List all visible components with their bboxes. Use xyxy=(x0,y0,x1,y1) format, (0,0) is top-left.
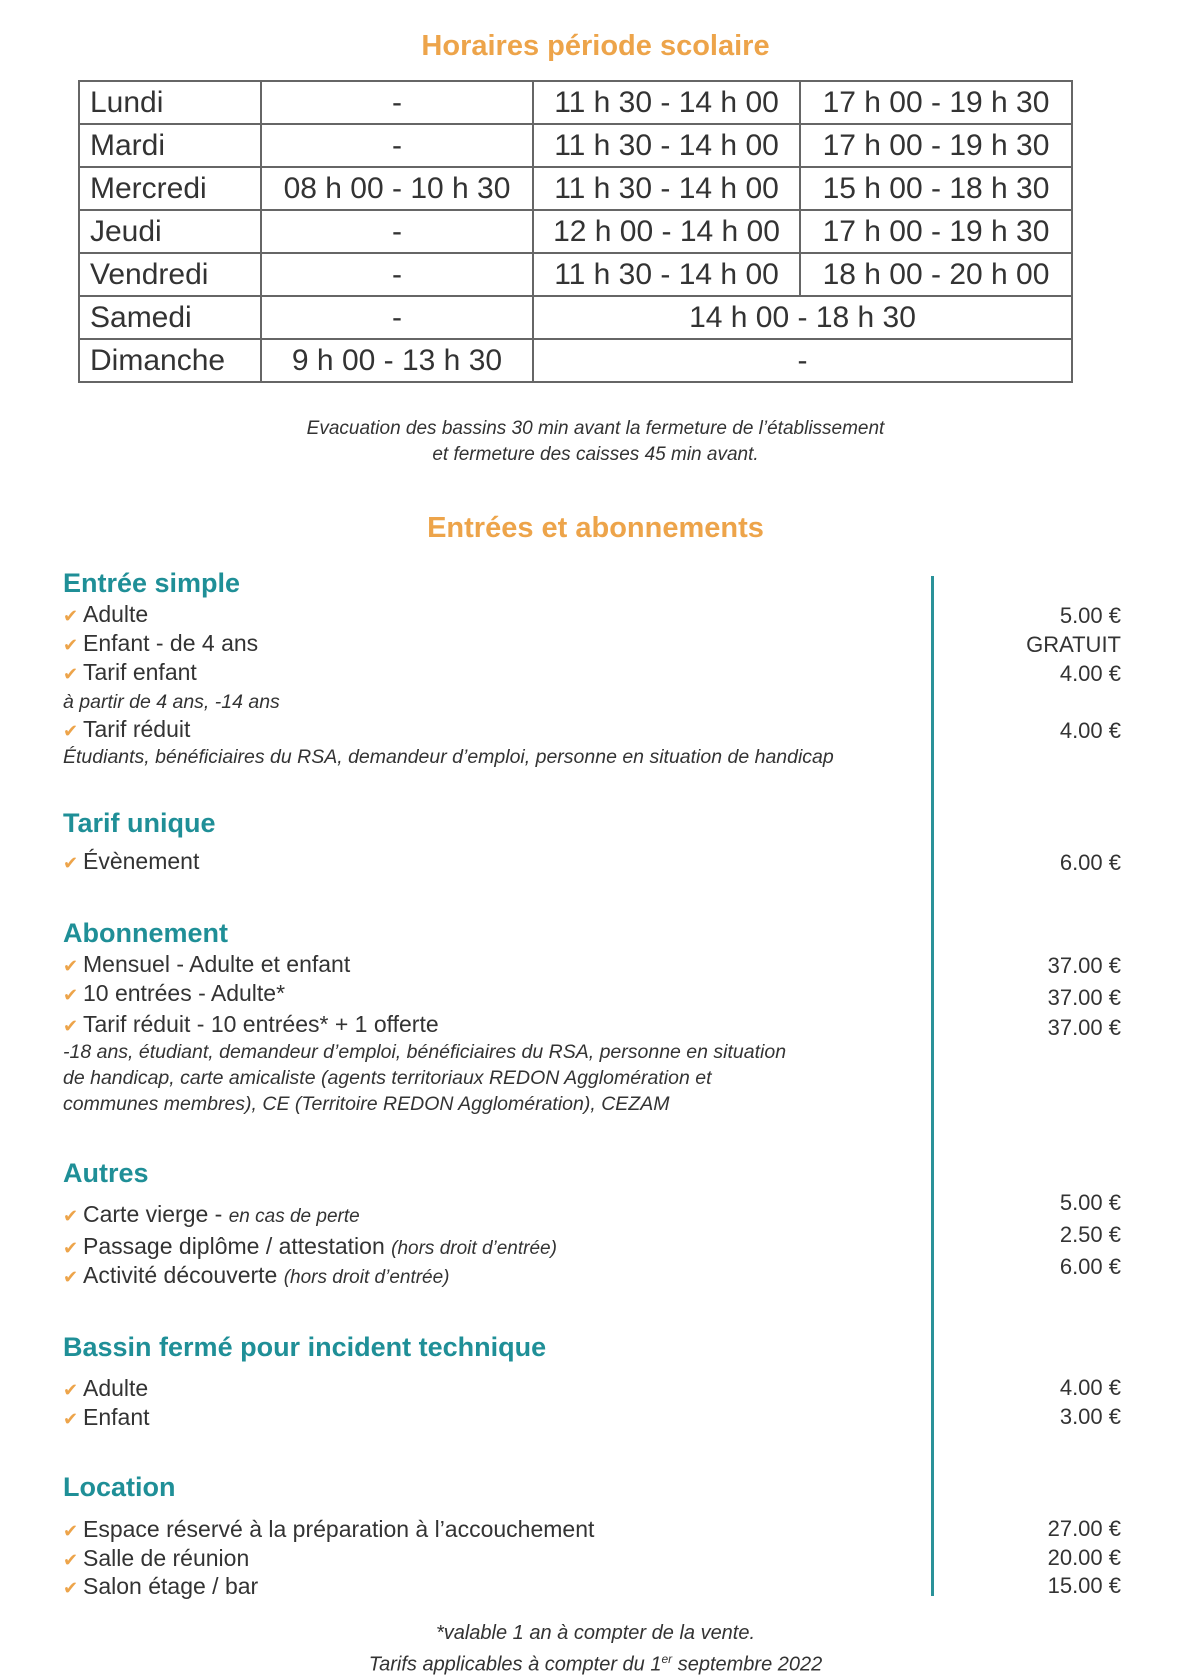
check-icon: ✔ xyxy=(63,1409,79,1429)
item-price: GRATUIT xyxy=(1026,632,1121,657)
item-price: 4.00 € xyxy=(1059,1375,1121,1400)
item-price: 37.00 € xyxy=(1047,1015,1121,1040)
item-label: Carte vierge - xyxy=(83,1201,229,1227)
ordinal-suffix: er xyxy=(661,1652,673,1666)
item-price: 5.00 € xyxy=(1059,1190,1121,1215)
item-label: Activité découverte xyxy=(83,1262,284,1288)
evacuation-note-line: et fermeture des caisses 45 min avant. xyxy=(432,444,759,465)
item-price: 6.00 € xyxy=(1059,1254,1121,1279)
effective-date-suffix: septembre 2022 xyxy=(672,1653,823,1676)
item-label: 10 entrées - Adulte* xyxy=(83,980,286,1006)
check-icon: ✔ xyxy=(63,1206,79,1226)
item-price: 2.50 € xyxy=(1059,1222,1121,1247)
morning-slot: 08 h 00 - 10 h 30 xyxy=(261,167,533,210)
item-label: Passage diplôme / attestation xyxy=(83,1233,392,1259)
item-note-line: de handicap, carte amicaliste (agents territoriaux REDON Agglomération et xyxy=(63,1067,712,1089)
item-price: 27.00 € xyxy=(1047,1516,1121,1541)
schedule-table xyxy=(78,80,1073,383)
table-row xyxy=(79,81,1072,124)
item-label: Adulte xyxy=(83,601,149,627)
day-cell: Mardi xyxy=(79,124,261,167)
item-price: 6.00 € xyxy=(1059,850,1121,875)
check-icon: ✔ xyxy=(63,1550,79,1570)
item-price: 37.00 € xyxy=(1047,985,1121,1010)
item-note-line: communes membres), CE (Territoire REDON Agglomération), CEZAM xyxy=(63,1093,670,1115)
section-title-abonnement: Abonnement xyxy=(63,918,228,948)
table-row xyxy=(79,210,1072,253)
check-icon: ✔ xyxy=(63,1521,79,1541)
evening-slot: 17 h 00 - 19 h 30 xyxy=(800,81,1072,124)
morning-slot: - xyxy=(261,296,533,339)
item-price: 20.00 € xyxy=(1047,1545,1121,1570)
item-label: Espace réservé à la préparation à l’accouchement xyxy=(83,1516,595,1542)
price-item xyxy=(63,1233,557,1260)
item-qualifier: (hors droit d’entrée) xyxy=(283,1267,450,1288)
section-title-location: Location xyxy=(63,1472,176,1502)
check-icon: ✔ xyxy=(63,1380,79,1400)
day-cell: Lundi xyxy=(79,81,261,124)
morning-slot: - xyxy=(261,81,533,124)
price-item xyxy=(63,1516,594,1543)
evacuation-note-line: Evacuation des bassins 30 min avant la fermeture de l’établissement xyxy=(306,418,885,439)
price-item xyxy=(63,716,190,743)
pricing-title: Entrées et abonnements xyxy=(427,512,764,544)
price-item xyxy=(63,1404,150,1431)
check-icon: ✔ xyxy=(63,1578,79,1598)
section-title-autres: Autres xyxy=(63,1158,149,1188)
price-item xyxy=(63,951,350,978)
day-cell: Jeudi xyxy=(79,210,261,253)
day-cell: Dimanche xyxy=(79,339,261,382)
evening-slot: 15 h 00 - 18 h 30 xyxy=(800,167,1072,210)
check-icon: ✔ xyxy=(63,956,79,976)
effective-date-note xyxy=(0,1646,1191,1678)
item-price: 4.00 € xyxy=(1059,661,1121,686)
check-icon: ✔ xyxy=(63,635,79,655)
item-note xyxy=(63,1039,786,1117)
check-icon: ✔ xyxy=(63,1016,79,1036)
item-label: Tarif réduit xyxy=(83,716,191,742)
price-item xyxy=(63,1262,450,1289)
column-divider xyxy=(931,576,934,1596)
table-row xyxy=(79,339,1072,382)
morning-slot: 9 h 00 - 13 h 30 xyxy=(261,339,533,382)
effective-date-prefix: Tarifs applicables à compter du 1 xyxy=(368,1653,662,1676)
check-icon: ✔ xyxy=(63,1238,79,1258)
item-label: Mensuel - Adulte et enfant xyxy=(83,951,351,977)
section-title-entree-simple: Entrée simple xyxy=(63,568,241,598)
item-note: Étudiants, bénéficiaires du RSA, demandeur d’emploi, personne en situation de handicap xyxy=(63,746,834,768)
item-label: Salle de réunion xyxy=(83,1545,250,1571)
item-price: 5.00 € xyxy=(1059,603,1121,628)
section-title-tarif-unique: Tarif unique xyxy=(63,808,216,838)
price-item xyxy=(63,1545,249,1572)
item-price: 4.00 € xyxy=(1059,718,1121,743)
item-label: Adulte xyxy=(83,1375,149,1401)
midday-slot: 11 h 30 - 14 h 00 xyxy=(533,81,800,124)
validity-note: *valable 1 an à compter de la vente. xyxy=(435,1622,756,1644)
day-cell: Mercredi xyxy=(79,167,261,210)
check-icon: ✔ xyxy=(63,985,79,1005)
footer-notes xyxy=(0,1620,1191,1678)
table-row xyxy=(79,253,1072,296)
morning-slot: - xyxy=(261,124,533,167)
item-label: Tarif enfant xyxy=(83,659,197,685)
item-label: Enfant - de 4 ans xyxy=(83,630,259,656)
midday-slot: 11 h 30 - 14 h 00 xyxy=(533,167,800,210)
item-qualifier: (hors droit d’entrée) xyxy=(391,1238,557,1259)
price-item xyxy=(63,1375,148,1402)
check-icon: ✔ xyxy=(63,664,79,684)
afternoon-slot: 14 h 00 - 18 h 30 xyxy=(533,296,1072,339)
table-row xyxy=(79,167,1072,210)
item-label: Enfant xyxy=(83,1404,150,1430)
item-qualifier: en cas de perte xyxy=(228,1206,360,1227)
midday-slot: 12 h 00 - 14 h 00 xyxy=(533,210,800,253)
price-item xyxy=(63,980,285,1007)
price-item xyxy=(63,601,148,628)
item-price: 3.00 € xyxy=(1059,1404,1121,1429)
section-title-bassin-ferme: Bassin fermé pour incident technique xyxy=(63,1332,547,1362)
check-icon: ✔ xyxy=(63,853,79,873)
check-icon: ✔ xyxy=(63,1267,79,1287)
morning-slot: - xyxy=(261,210,533,253)
check-icon: ✔ xyxy=(63,606,79,626)
item-label: Évènement xyxy=(83,848,200,874)
evacuation-note xyxy=(0,416,1191,468)
afternoon-slot: - xyxy=(533,339,1072,382)
check-icon: ✔ xyxy=(63,721,79,741)
table-row xyxy=(79,296,1072,339)
item-note: à partir de 4 ans, -14 ans xyxy=(63,691,280,713)
item-price: 15.00 € xyxy=(1047,1573,1121,1598)
price-item xyxy=(63,630,258,657)
evening-slot: 18 h 00 - 20 h 00 xyxy=(800,253,1072,296)
item-label: Salon étage / bar xyxy=(83,1573,259,1599)
table-row xyxy=(79,124,1072,167)
day-cell: Vendredi xyxy=(79,253,261,296)
price-item xyxy=(63,848,199,875)
morning-slot: - xyxy=(261,253,533,296)
midday-slot: 11 h 30 - 14 h 00 xyxy=(533,124,800,167)
evening-slot: 17 h 00 - 19 h 30 xyxy=(800,124,1072,167)
item-note-line: -18 ans, étudiant, demandeur d’emploi, bénéficiaires du RSA, personne en situation xyxy=(63,1041,787,1063)
midday-slot: 11 h 30 - 14 h 00 xyxy=(533,253,800,296)
day-cell: Samedi xyxy=(79,296,261,339)
price-item xyxy=(63,659,197,686)
price-item xyxy=(63,1201,360,1228)
schedule-title: Horaires période scolaire xyxy=(421,30,770,62)
price-item xyxy=(63,1573,258,1600)
price-item xyxy=(63,1011,439,1038)
item-price: 37.00 € xyxy=(1047,953,1121,978)
item-label: Tarif réduit - 10 entrées* + 1 offerte xyxy=(83,1011,439,1037)
evening-slot: 17 h 00 - 19 h 30 xyxy=(800,210,1072,253)
